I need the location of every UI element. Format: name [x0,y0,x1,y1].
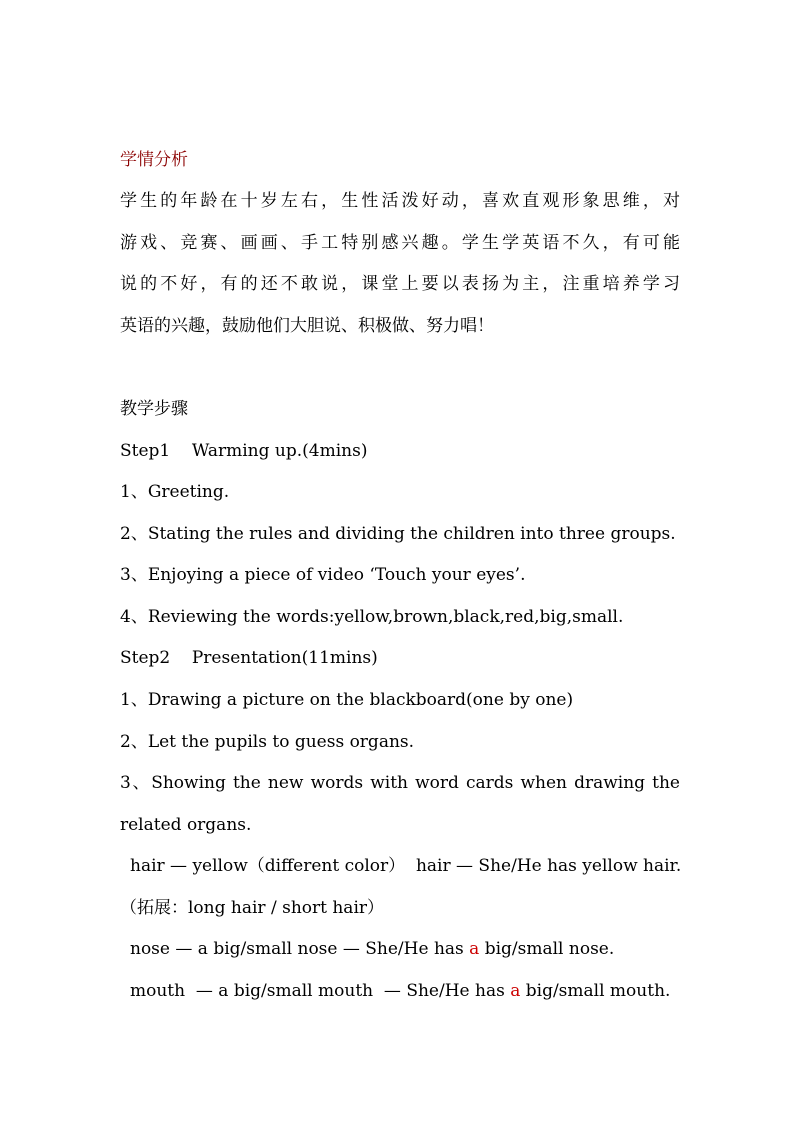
step2-item-3: 3、Showing the new words with word cards when drawing the [120,773,680,793]
step2-item-3-cont: related organs. [120,815,252,835]
analysis-line-4: 英语的兴趣，鼓励他们大胆说、积极做、努力唱！ [120,316,494,336]
step1-item-2: 2、Stating the rules and dividing the children into three groups. [120,524,676,544]
analysis-line-3: 说的不好，有的还不敢说，课堂上要以表扬为主，注重培养学习 [120,274,680,294]
nose-text-before: nose — a big/small nose — She/He has [130,939,470,959]
example-mouth [130,979,690,1003]
nose-text-after: big/small nose. [479,939,615,959]
step1-item-4: 4、Reviewing the words:yellow,brown,black,red,big,small. [120,607,624,627]
step1-item-1: 1、Greeting. [120,482,230,502]
example-hair: hair — yellow（different color） hair — She/He has yellow hair. [130,856,682,876]
mouth-text-after: big/small mouth. [520,981,671,1001]
example-expand: （拓展：long hair / short hair） [120,898,385,918]
analysis-heading: 学情分析 [120,150,188,170]
steps-heading: 教学步骤 [120,399,188,419]
step1-title: Step1 Warming up.(4mins) [120,441,368,461]
analysis-line-2: 游戏、竞赛、画画、手工特别感兴趣。学生学英语不久，有可能 [120,233,680,253]
step2-item-1: 1、Drawing a picture on the blackboard(one by one) [120,690,574,710]
step2-title: Step2 Presentation(11mins) [120,648,378,668]
mouth-text-before: mouth — a big/small mouth — She/He has [130,981,511,1001]
analysis-line-1: 学生的年龄在十岁左右，生性活泼好动，喜欢直观形象思维，对 [120,191,680,211]
example-nose [130,937,690,961]
nose-article: a [469,939,480,959]
step2-item-2: 2、Let the pupils to guess organs. [120,732,415,752]
step1-item-3: 3、Enjoying a piece of video ‘Touch your eyes’. [120,565,526,585]
mouth-article: a [510,981,521,1001]
